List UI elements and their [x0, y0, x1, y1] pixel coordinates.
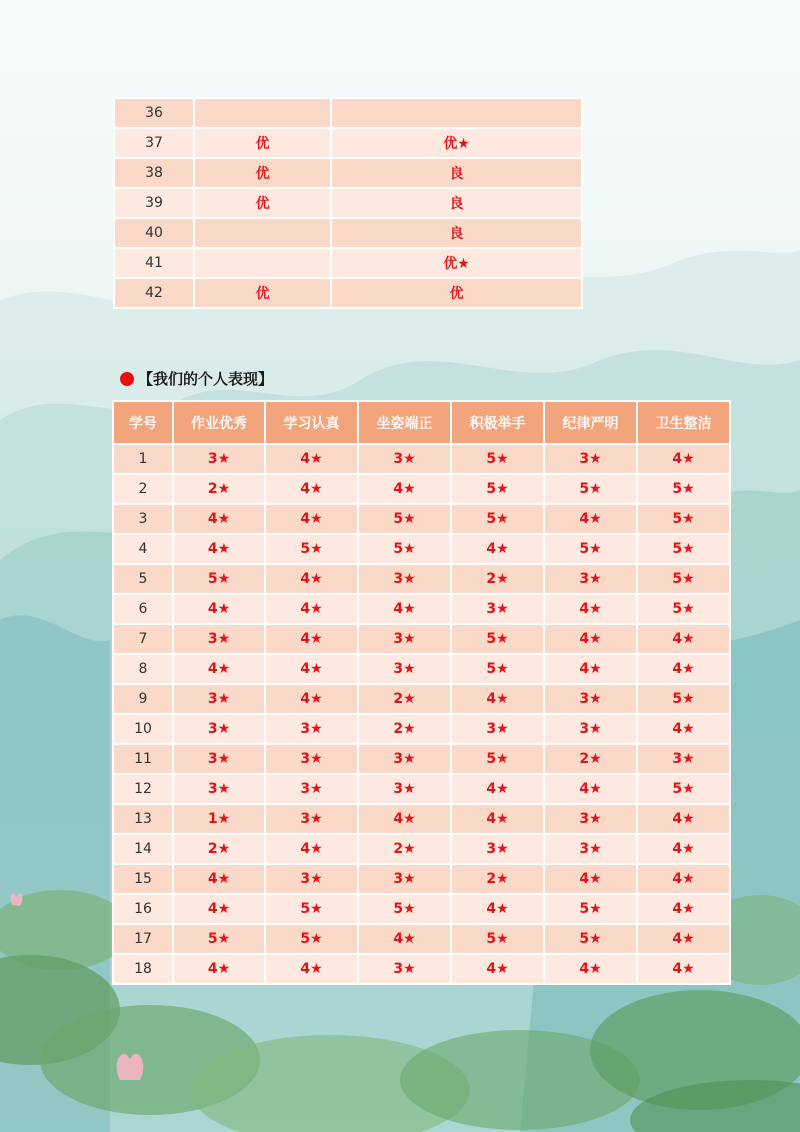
star-score-cell: 4★: [358, 924, 451, 954]
star-score-cell: 5★: [265, 924, 358, 954]
rating-cell: [194, 248, 331, 278]
student-number-cell: 8: [113, 654, 173, 684]
star-score-cell: 4★: [265, 954, 358, 984]
star-score-cell: 5★: [451, 444, 544, 474]
student-number-cell: 15: [113, 864, 173, 894]
student-number-cell: 38: [114, 158, 194, 188]
star-score-cell: 3★: [544, 564, 637, 594]
star-score-cell: 4★: [637, 714, 730, 744]
student-number-cell: 36: [114, 98, 194, 128]
star-score-cell: 5★: [544, 924, 637, 954]
star-score-cell: 3★: [173, 444, 265, 474]
rating-cell: 良: [331, 218, 582, 248]
table-row: [114, 248, 582, 278]
student-number-cell: 7: [113, 624, 173, 654]
table-row: [114, 158, 582, 188]
rating-cell: 优★: [331, 128, 582, 158]
column-header: 作业优秀: [173, 401, 265, 444]
star-score-cell: 4★: [451, 774, 544, 804]
star-score-cell: 4★: [637, 804, 730, 834]
star-score-cell: 1★: [173, 804, 265, 834]
star-score-cell: 4★: [637, 654, 730, 684]
star-score-cell: 3★: [544, 714, 637, 744]
column-header: 学习认真: [265, 401, 358, 444]
star-score-cell: 4★: [544, 594, 637, 624]
star-score-cell: 3★: [358, 654, 451, 684]
star-score-cell: 3★: [265, 804, 358, 834]
student-number-cell: 37: [114, 128, 194, 158]
table-row: [113, 684, 730, 714]
student-number-cell: 10: [113, 714, 173, 744]
star-score-cell: 3★: [358, 624, 451, 654]
star-score-cell: 5★: [544, 474, 637, 504]
student-number-cell: 14: [113, 834, 173, 864]
rating-cell: 优: [194, 188, 331, 218]
star-score-cell: 4★: [637, 834, 730, 864]
star-score-cell: 4★: [265, 834, 358, 864]
star-score-cell: 4★: [637, 624, 730, 654]
star-score-cell: 4★: [544, 624, 637, 654]
red-dot-icon: [120, 372, 134, 386]
star-score-cell: 5★: [173, 924, 265, 954]
star-score-cell: 4★: [173, 864, 265, 894]
student-number-cell: 16: [113, 894, 173, 924]
table-row: [113, 894, 730, 924]
rating-cell: 优: [331, 278, 582, 308]
table-row: [113, 534, 730, 564]
star-score-cell: 4★: [544, 774, 637, 804]
star-score-cell: 3★: [451, 834, 544, 864]
star-score-cell: 5★: [451, 924, 544, 954]
rating-cell: 优★: [331, 248, 582, 278]
table-row: [114, 128, 582, 158]
student-number-cell: 3: [113, 504, 173, 534]
table-row: [114, 98, 582, 128]
star-score-cell: 4★: [637, 894, 730, 924]
star-score-cell: 3★: [544, 804, 637, 834]
star-score-cell: 3★: [544, 834, 637, 864]
star-score-cell: 4★: [544, 864, 637, 894]
student-number-cell: 39: [114, 188, 194, 218]
table-row: [113, 444, 730, 474]
star-score-cell: 3★: [637, 744, 730, 774]
table-row: [113, 954, 730, 984]
star-score-cell: 4★: [451, 894, 544, 924]
star-score-cell: 4★: [265, 684, 358, 714]
star-score-cell: 5★: [451, 504, 544, 534]
star-score-cell: 5★: [358, 894, 451, 924]
table-row: [114, 278, 582, 308]
student-number-cell: 13: [113, 804, 173, 834]
star-score-cell: 3★: [358, 444, 451, 474]
star-score-cell: 4★: [637, 954, 730, 984]
star-score-cell: 2★: [358, 714, 451, 744]
star-score-cell: 4★: [451, 954, 544, 984]
performance-table: [112, 400, 731, 985]
star-score-cell: 4★: [265, 654, 358, 684]
star-score-cell: 3★: [173, 624, 265, 654]
star-score-cell: 4★: [451, 804, 544, 834]
table-row: [113, 924, 730, 954]
star-score-cell: 3★: [544, 684, 637, 714]
star-score-cell: 4★: [265, 624, 358, 654]
star-score-cell: 2★: [173, 834, 265, 864]
previous-ratings-table: [113, 97, 583, 309]
section-title-text: 【我们的个人表现】: [138, 370, 274, 388]
table-row: [113, 564, 730, 594]
star-score-cell: 5★: [451, 744, 544, 774]
rating-cell: 优: [194, 278, 331, 308]
star-score-cell: 3★: [265, 864, 358, 894]
column-header: 学号: [113, 401, 173, 444]
rating-cell: 良: [331, 188, 582, 218]
star-score-cell: 4★: [173, 594, 265, 624]
star-score-cell: 4★: [265, 594, 358, 624]
star-score-cell: 2★: [451, 864, 544, 894]
star-score-cell: 5★: [637, 564, 730, 594]
star-score-cell: 4★: [173, 504, 265, 534]
star-score-cell: 3★: [358, 864, 451, 894]
column-header: 积极举手: [451, 401, 544, 444]
star-score-cell: 4★: [358, 594, 451, 624]
table-row: [113, 654, 730, 684]
star-score-cell: 5★: [358, 504, 451, 534]
table-row: [114, 218, 582, 248]
star-score-cell: 5★: [265, 534, 358, 564]
star-score-cell: 3★: [173, 744, 265, 774]
student-number-cell: 42: [114, 278, 194, 308]
table-row: [113, 624, 730, 654]
column-header: 卫生整洁: [637, 401, 730, 444]
star-score-cell: 4★: [544, 654, 637, 684]
table-row: [113, 774, 730, 804]
star-score-cell: 3★: [358, 954, 451, 984]
star-score-cell: 3★: [544, 444, 637, 474]
star-score-cell: 2★: [358, 834, 451, 864]
star-score-cell: 4★: [544, 954, 637, 984]
star-score-cell: 3★: [173, 714, 265, 744]
star-score-cell: 5★: [265, 894, 358, 924]
star-score-cell: 3★: [173, 684, 265, 714]
header-row: [113, 401, 730, 444]
column-header: 纪律严明: [544, 401, 637, 444]
student-number-cell: 18: [113, 954, 173, 984]
star-score-cell: 2★: [358, 684, 451, 714]
star-score-cell: 3★: [451, 714, 544, 744]
star-score-cell: 4★: [358, 804, 451, 834]
star-score-cell: 5★: [637, 534, 730, 564]
table-row: [113, 504, 730, 534]
section-title: [120, 368, 273, 389]
table-row: [113, 864, 730, 894]
student-number-cell: 11: [113, 744, 173, 774]
rating-cell: [194, 218, 331, 248]
star-score-cell: 4★: [637, 444, 730, 474]
star-score-cell: 4★: [637, 864, 730, 894]
star-score-cell: 4★: [265, 564, 358, 594]
star-score-cell: 4★: [637, 924, 730, 954]
table-row: [113, 834, 730, 864]
student-number-cell: 40: [114, 218, 194, 248]
star-score-cell: 3★: [358, 744, 451, 774]
table-row: [113, 474, 730, 504]
column-header: 坐姿端正: [358, 401, 451, 444]
star-score-cell: 4★: [451, 684, 544, 714]
student-number-cell: 6: [113, 594, 173, 624]
rating-cell: 优: [194, 128, 331, 158]
star-score-cell: 3★: [265, 714, 358, 744]
star-score-cell: 3★: [358, 774, 451, 804]
star-score-cell: 5★: [173, 564, 265, 594]
star-score-cell: 4★: [173, 534, 265, 564]
star-score-cell: 5★: [451, 624, 544, 654]
star-score-cell: 5★: [637, 684, 730, 714]
star-score-cell: 5★: [358, 534, 451, 564]
star-score-cell: 4★: [265, 444, 358, 474]
star-score-cell: 2★: [451, 564, 544, 594]
star-score-cell: 5★: [637, 594, 730, 624]
student-number-cell: 9: [113, 684, 173, 714]
star-score-cell: 3★: [265, 744, 358, 774]
star-score-cell: 5★: [637, 504, 730, 534]
star-score-cell: 5★: [451, 474, 544, 504]
rating-cell: [331, 98, 582, 128]
table-row: [113, 714, 730, 744]
star-score-cell: 3★: [265, 774, 358, 804]
star-score-cell: 4★: [265, 504, 358, 534]
table-row: [113, 594, 730, 624]
star-score-cell: 4★: [451, 534, 544, 564]
star-score-cell: 2★: [544, 744, 637, 774]
student-number-cell: 5: [113, 564, 173, 594]
star-score-cell: 5★: [637, 774, 730, 804]
star-score-cell: 5★: [451, 654, 544, 684]
star-score-cell: 2★: [173, 474, 265, 504]
table-row: [114, 188, 582, 218]
student-number-cell: 12: [113, 774, 173, 804]
star-score-cell: 5★: [544, 894, 637, 924]
rating-cell: [194, 98, 331, 128]
star-score-cell: 4★: [173, 894, 265, 924]
rating-cell: 良: [331, 158, 582, 188]
student-number-cell: 41: [114, 248, 194, 278]
star-score-cell: 4★: [173, 654, 265, 684]
star-score-cell: 4★: [173, 954, 265, 984]
student-number-cell: 1: [113, 444, 173, 474]
star-score-cell: 4★: [358, 474, 451, 504]
star-score-cell: 3★: [451, 594, 544, 624]
star-score-cell: 5★: [637, 474, 730, 504]
student-number-cell: 2: [113, 474, 173, 504]
rating-cell: 优: [194, 158, 331, 188]
star-score-cell: 3★: [173, 774, 265, 804]
star-score-cell: 4★: [544, 504, 637, 534]
table-row: [113, 804, 730, 834]
student-number-cell: 4: [113, 534, 173, 564]
student-number-cell: 17: [113, 924, 173, 954]
star-score-cell: 5★: [544, 534, 637, 564]
star-score-cell: 3★: [358, 564, 451, 594]
star-score-cell: 4★: [265, 474, 358, 504]
table-row: [113, 744, 730, 774]
